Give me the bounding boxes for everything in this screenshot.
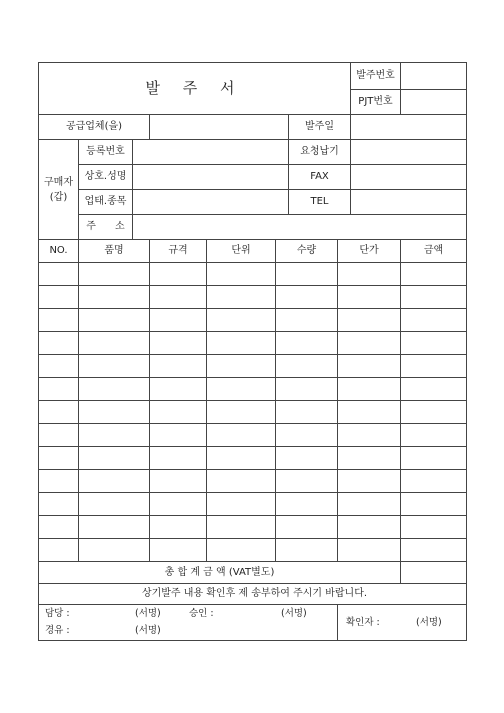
reg-no-field[interactable] (133, 140, 289, 165)
item-cell[interactable] (276, 447, 338, 470)
table-row (39, 263, 467, 286)
via-label: 경유 : (45, 625, 70, 636)
item-cell[interactable] (150, 516, 207, 539)
item-cell[interactable] (207, 493, 276, 516)
delivery-field[interactable] (351, 140, 467, 165)
confirmation-note: 상기발주 내용 확인후 제 송부하여 주시기 바랍니다. (39, 584, 467, 605)
item-cell[interactable] (79, 309, 150, 332)
item-cell[interactable] (338, 286, 401, 309)
table-row (39, 309, 467, 332)
address-field[interactable] (133, 215, 467, 240)
supplier-field[interactable] (150, 115, 289, 140)
item-cell[interactable] (39, 447, 79, 470)
total-label: 총 합 계 금 액 (VAT별도) (39, 562, 401, 584)
item-cell[interactable] (276, 286, 338, 309)
item-cell[interactable] (276, 309, 338, 332)
item-cell[interactable] (207, 401, 276, 424)
item-cell[interactable] (401, 424, 467, 447)
item-cell[interactable] (276, 424, 338, 447)
items-header-row (39, 240, 467, 263)
item-cell[interactable] (79, 286, 150, 309)
item-cell[interactable] (39, 401, 79, 424)
fax-label: FAX (289, 165, 351, 190)
fax-field[interactable] (351, 165, 467, 190)
item-cell[interactable] (150, 378, 207, 401)
item-cell[interactable] (39, 470, 79, 493)
item-cell[interactable] (207, 263, 276, 286)
table-row (39, 401, 467, 424)
item-cell[interactable] (79, 470, 150, 493)
col-header-price: 단가 (338, 240, 401, 263)
delivery-label: 요청납기 (289, 140, 351, 165)
item-cell[interactable] (150, 493, 207, 516)
confirmer-label: 확인자 : (346, 617, 380, 628)
item-cell[interactable] (79, 516, 150, 539)
item-cell[interactable] (150, 539, 207, 562)
item-cell[interactable] (338, 263, 401, 286)
table-row (39, 424, 467, 447)
item-cell[interactable] (338, 447, 401, 470)
item-cell[interactable] (276, 332, 338, 355)
item-cell[interactable] (338, 424, 401, 447)
item-cell[interactable] (79, 263, 150, 286)
item-cell[interactable] (207, 539, 276, 562)
document-title-cell (39, 63, 351, 115)
item-cell[interactable] (276, 539, 338, 562)
manager-label: 담당 : (45, 608, 70, 619)
item-cell[interactable] (207, 309, 276, 332)
item-cell[interactable] (207, 516, 276, 539)
item-cell[interactable] (276, 493, 338, 516)
address-label: 주 소 (79, 215, 133, 240)
item-cell[interactable] (39, 516, 79, 539)
item-cell[interactable] (79, 332, 150, 355)
item-cell[interactable] (79, 493, 150, 516)
table-row (39, 355, 467, 378)
item-cell[interactable] (150, 286, 207, 309)
item-cell[interactable] (401, 401, 467, 424)
table-row (39, 493, 467, 516)
item-cell[interactable] (338, 355, 401, 378)
buyer-label: 구매자 (갑) (39, 140, 79, 240)
approve-sign[interactable]: (서명) (281, 608, 307, 619)
item-rows (39, 263, 467, 562)
item-cell[interactable] (401, 539, 467, 562)
item-cell[interactable] (276, 378, 338, 401)
item-cell[interactable] (401, 332, 467, 355)
item-cell[interactable] (276, 263, 338, 286)
document-title: 발 주 서 (145, 79, 244, 97)
item-cell[interactable] (276, 470, 338, 493)
item-cell[interactable] (276, 516, 338, 539)
item-cell[interactable] (338, 332, 401, 355)
order-form-table (38, 62, 467, 641)
item-cell[interactable] (150, 401, 207, 424)
table-row (39, 539, 467, 562)
col-header-no: NO. (39, 240, 79, 263)
item-cell[interactable] (79, 378, 150, 401)
approve-label: 승인 : (189, 608, 214, 619)
item-cell[interactable] (150, 309, 207, 332)
business-label: 업태.종목 (79, 190, 133, 215)
total-amount-field[interactable] (401, 562, 467, 584)
item-cell[interactable] (401, 493, 467, 516)
tel-field[interactable] (351, 190, 467, 215)
item-cell[interactable] (150, 470, 207, 493)
confirmer-sign[interactable]: (서명) (416, 617, 442, 628)
item-cell[interactable] (79, 355, 150, 378)
pjt-no-label: PJT번호 (351, 90, 401, 115)
item-cell[interactable] (150, 355, 207, 378)
item-cell[interactable] (39, 332, 79, 355)
item-cell[interactable] (207, 355, 276, 378)
table-row (39, 332, 467, 355)
manager-sign[interactable]: (서명) (135, 608, 161, 619)
table-row (39, 447, 467, 470)
item-cell[interactable] (207, 447, 276, 470)
purchase-order-form (38, 62, 466, 637)
item-cell[interactable] (338, 516, 401, 539)
confirmer-area (338, 605, 467, 641)
item-cell[interactable] (39, 493, 79, 516)
col-header-unit: 단위 (207, 240, 276, 263)
item-cell[interactable] (401, 355, 467, 378)
col-header-spec: 규격 (150, 240, 207, 263)
item-cell[interactable] (401, 286, 467, 309)
order-no-label: 발주번호 (351, 63, 401, 90)
tel-label: TEL (289, 190, 351, 215)
item-cell[interactable] (39, 263, 79, 286)
item-cell[interactable] (276, 401, 338, 424)
col-header-qty: 수량 (276, 240, 338, 263)
item-cell[interactable] (150, 263, 207, 286)
reg-no-label: 등록번호 (79, 140, 133, 165)
col-header-amount: 금액 (401, 240, 467, 263)
table-row (39, 378, 467, 401)
order-date-field[interactable] (351, 115, 467, 140)
item-cell[interactable] (79, 401, 150, 424)
order-date-label: 발주일 (289, 115, 351, 140)
item-cell[interactable] (207, 470, 276, 493)
item-cell[interactable] (150, 424, 207, 447)
item-cell[interactable] (39, 286, 79, 309)
item-cell[interactable] (338, 401, 401, 424)
item-cell[interactable] (39, 378, 79, 401)
via-sign[interactable]: (서명) (135, 625, 161, 636)
pjt-no-field[interactable] (401, 90, 467, 115)
item-cell[interactable] (338, 493, 401, 516)
item-cell[interactable] (401, 447, 467, 470)
table-row (39, 470, 467, 493)
item-cell[interactable] (207, 332, 276, 355)
item-cell[interactable] (401, 378, 467, 401)
item-cell[interactable] (401, 309, 467, 332)
company-field[interactable] (133, 165, 289, 190)
order-no-field[interactable] (401, 63, 467, 90)
item-cell[interactable] (39, 355, 79, 378)
item-cell[interactable] (79, 447, 150, 470)
item-cell[interactable] (79, 539, 150, 562)
col-header-item: 품명 (79, 240, 150, 263)
item-cell[interactable] (79, 424, 150, 447)
item-cell[interactable] (338, 470, 401, 493)
item-cell[interactable] (338, 309, 401, 332)
table-row (39, 516, 467, 539)
item-cell[interactable] (338, 378, 401, 401)
company-label: 상호.성명 (79, 165, 133, 190)
item-cell[interactable] (207, 286, 276, 309)
item-cell[interactable] (401, 470, 467, 493)
item-cell[interactable] (338, 539, 401, 562)
item-cell[interactable] (401, 516, 467, 539)
item-cell[interactable] (150, 447, 207, 470)
item-cell[interactable] (39, 539, 79, 562)
item-cell[interactable] (207, 378, 276, 401)
table-row (39, 286, 467, 309)
signature-area (39, 605, 338, 641)
supplier-label: 공급업체(을) (39, 115, 150, 140)
business-field[interactable] (133, 190, 289, 215)
item-cell[interactable] (276, 355, 338, 378)
item-cell[interactable] (150, 332, 207, 355)
item-cell[interactable] (39, 309, 79, 332)
item-cell[interactable] (207, 424, 276, 447)
item-cell[interactable] (401, 263, 467, 286)
item-cell[interactable] (39, 424, 79, 447)
